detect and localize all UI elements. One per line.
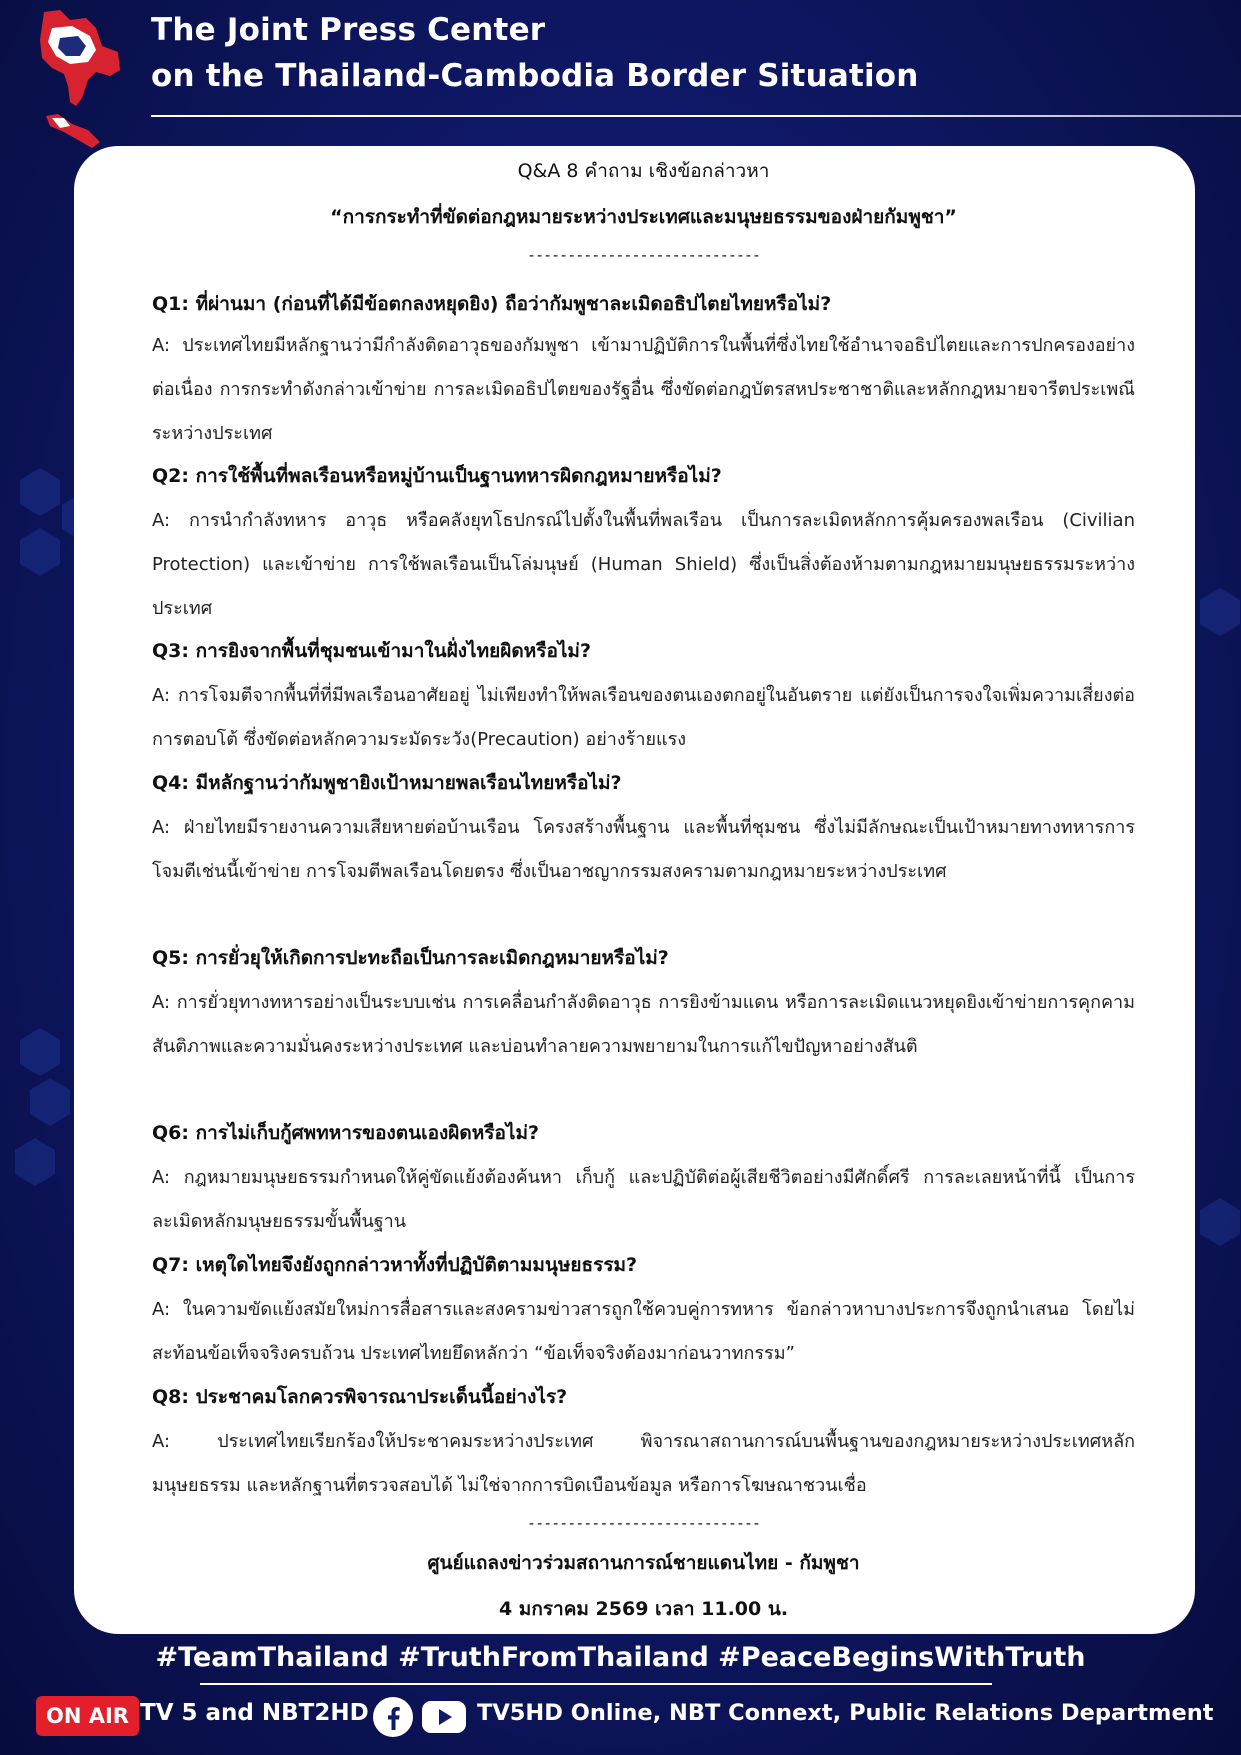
facebook-icon [372,1696,414,1738]
issuer-name: ศูนย์แถลงข่าวร่วมสถานการณ์ชายแดนไทย - กัมพูชา [427,1552,860,1574]
document-subheading: “การกระทำที่ขัดต่อกฎหมายระหว่างประเทศและมนุษยธรรมของฝ่ายกัมพูชา” [330,206,957,228]
on-air-badge: ON AIR [36,1696,139,1736]
answer-1: A: ประเทศไทยมีหลักฐานว่ามีกำลังติดอาวุธของกัมพูชา เข้ามาปฏิบัติการในพื้นที่ซึ่งไทยใช้อำนาจอธิปไตยและการปกครองอย่างต่อเนื่อง การกระทำดังกล่าวเข้าข่าย การละเมิดอธิปไตยของรัฐอื่น ซึ่งขัดต่อกฎบัตรสหประชาชาติและหลักกฎหมายจารีตประเพณีระหว่างประเทศ [152,335,1135,444]
question-6: Q6: การไม่เก็บกู้ศพทหารของตนเองผิดหรือไม่? [152,1122,540,1144]
question-5: Q5: การยั่วยุให้เกิดการปะทะถือเป็นการละเมิดกฎหมายหรือไม่? [152,947,669,969]
answer-7: A: ในความขัดแย้งสมัยใหม่การสื่อสารและสงครามข่าวสารถูกใช้ควบคู่การทหาร ข้อกล่าวหาบางประการจึงถูกนำเสนอ โดยไม่สะท้อนข้อเท็จจริงครบถ้วน ประเทศไทยยึดหลักว่า “ข้อเท็จจริงต้องมาก่อนวาทกรรม” [152,1299,1135,1364]
answer-6: A: กฎหมายมนุษยธรรมกำหนดให้คู่ขัดแย้งต้องค้นหา เก็บกู้ และปฏิบัติต่อผู้เสียชีวิตอย่างมีศักดิ์ศรี การละเลยหน้าที่นี้ เป็นการละเมิดหลักมนุษยธรรมขั้นพื้นฐาน [152,1167,1135,1232]
header-title-line2: on the Thailand-Cambodia Border Situation [151,58,919,94]
question-1: Q1: ที่ผ่านมา (ก่อนที่ได้มีข้อตกลงหยุดยิง) ถือว่ากัมพูชาละเมิดอธิปไตยไทยหรือไม่? [152,293,832,315]
header-title-line1: The Joint Press Center [151,12,546,48]
thailand-map-logo-icon [30,6,130,156]
answer-2: A: การนำกำลังทหาร อาวุธ หรือคลังยุทโธปกรณ์ไปตั้งในพื้นที่พลเรือน เป็นการละเมิดหลักการคุ้มครองพลเรือน (Civilian Protection) และเข้าข่าย การใช้พลเรือนเป็นโล่มนุษย์ (Human Shield) ซึ่งเป็นสิ่งต้องห้ามตามกฎหมายมนุษยธรรมระหว่างประเทศ [152,510,1135,619]
document-heading: Q&A 8 คำถาม เชิงข้อกล่าวหา [517,160,770,182]
tv-channels: TV 5 and NBT2HD [140,1700,369,1726]
separator-bottom: ----------------------------- [527,1514,760,1532]
answer-8: A: ประเทศไทยเรียกร้องให้ประชาคมระหว่างประเทศ พิจารณาสถานการณ์บนพื้นฐานของกฎหมายระหว่างประเทศหลักมนุษยธรรม และหลักฐานที่ตรวจสอบได้ ไม่ใช่จากการบิดเบือนข้อมูล หรือการโฆษณาชวนเชื่อ [152,1431,1135,1496]
question-2: Q2: การใช้พื้นที่พลเรือนหรือหมู่บ้านเป็นฐานทหารผิดกฎหมายหรือไม่? [152,465,722,487]
hashtags: #TeamThailand #TruthFromThailand #PeaceBeginsWithTruth [155,1642,1086,1673]
header-divider [151,115,1241,117]
answer-5: A: การยั่วยุทางทหารอย่างเป็นระบบเช่น การเคลื่อนกำลังติดอาวุธ การยิงข้ามแดน หรือการละเมิดแนวหยุดยิงเข้าข่ายการคุกคามสันติภาพและความมั่นคงระหว่างประเทศ และบ่อนทำลายความพยายามในการแก้ไขปัญหาอย่างสันติ [152,992,1135,1057]
separator-top: ----------------------------- [527,246,760,264]
qa-document-card [74,146,1195,1634]
header [0,0,1241,140]
youtube-icon [421,1700,467,1734]
question-7: Q7: เหตุใดไทยจึงยังถูกกล่าวหาทั้งที่ปฏิบัติตามมนุษยธรรม? [152,1254,638,1276]
online-channels: TV5HD Online, NBT Connext, Public Relations Department [477,1700,1214,1726]
answer-3: A: การโจมตีจากพื้นที่ที่มีพลเรือนอาศัยอยู่ ไม่เพียงทำให้พลเรือนของตนเองตกอยู่ในอันตราย แต่ยังเป็นการจงใจเพิ่มความเสี่ยงต่อการตอบโต้ ซึ่งขัดต่อหลักความระมัดระวัง(Precaution) อย่างร้ายแรง [152,685,1135,750]
question-8: Q8: ประชาคมโลกควรพิจารณาประเด็นนี้อย่างไร? [152,1386,568,1408]
issue-date: 4 มกราคม 2569 เวลา 11.00 น. [498,1598,789,1620]
footer-divider [200,1683,992,1685]
broadcast-bar [0,1690,1241,1755]
question-4: Q4: มีหลักฐานว่ากัมพูชายิงเป้าหมายพลเรือนไทยหรือไม่? [152,772,622,794]
question-3: Q3: การยิงจากพื้นที่ชุมชนเข้ามาในฝั่งไทยผิดหรือไม่? [152,640,591,662]
answer-4: A: ฝ่ายไทยมีรายงานความเสียหายต่อบ้านเรือน โครงสร้างพื้นฐาน และพื้นที่ชุมชน ซึ่งไม่มีลักษณะเป็นเป้าหมายทางทหารการโจมตีเช่นนี้เข้าข่าย การโจมตีพลเรือนโดยตรง ซึ่งเป็นอาชญากรรมสงครามตามกฎหมายระหว่างประเทศ [152,817,1135,882]
